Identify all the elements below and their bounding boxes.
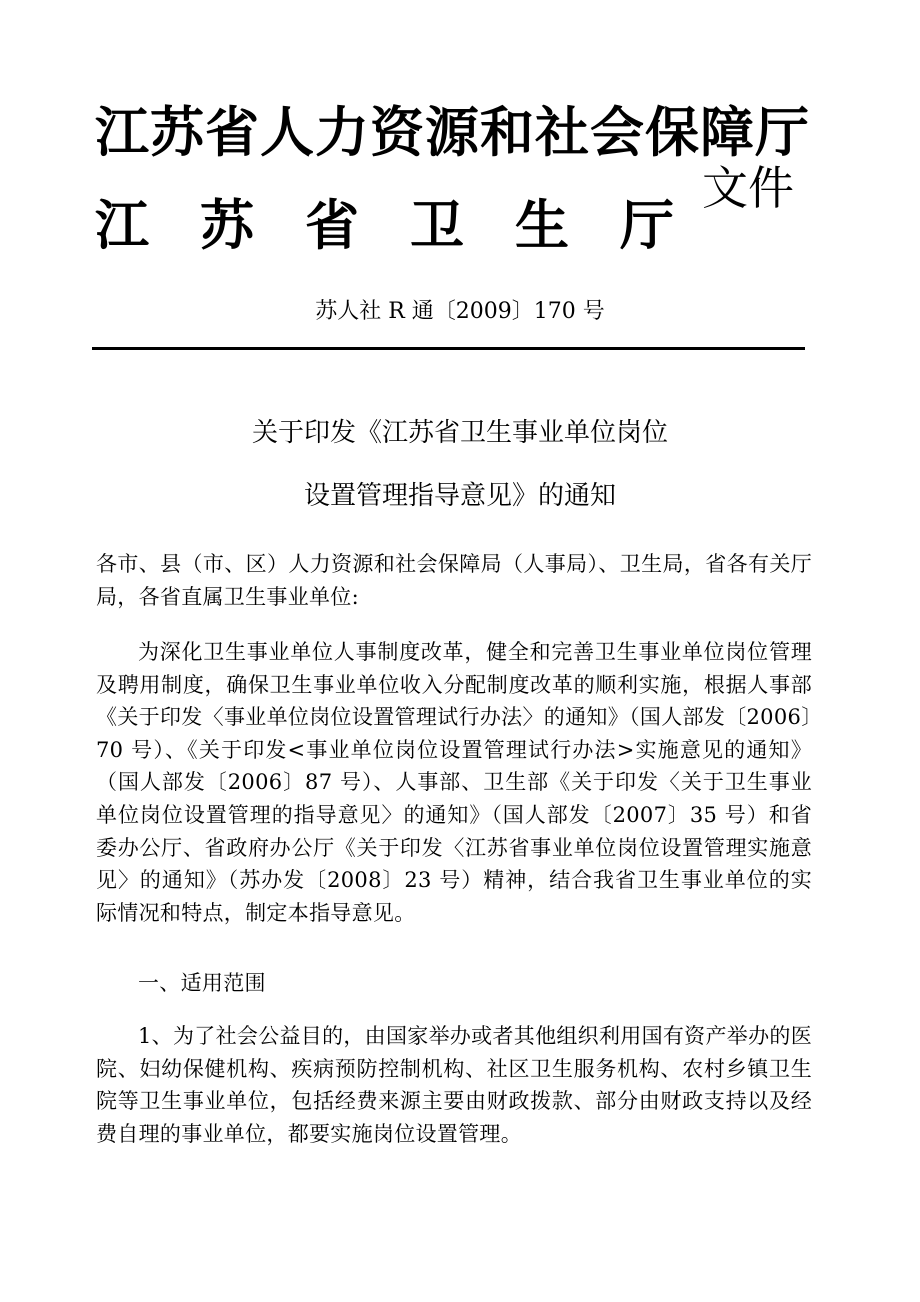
document-title-line-1: 关于印发《江苏省卫生事业单位岗位 <box>251 418 668 448</box>
issuing-org-line-2: 江苏省卫生厅 <box>95 194 725 257</box>
salutation: 各市、县（市、区）人力资源和社会保障局（人事局）、卫生局，省各有关厅局，各省直属卫生事业单位: <box>96 552 812 609</box>
header-divider <box>92 347 805 350</box>
section-item: 1、为了社会公益目的，由国家举办或者其他组织利用国有资产举办的医院、妇幼保健机构、疾病预防控制机构、社区卫生服务机构、农村乡镇卫生院等卫生事业单位，包括经费来源主要由财政拨款、部分由财政支持以及经费自理的事业单位，都要实施岗位设置管理。 <box>96 1024 812 1146</box>
document-number: 苏人社 R 通〔2009〕170 号 <box>315 299 605 324</box>
issuing-org-line-1: 江苏省人力资源和社会保障厅 <box>95 101 810 164</box>
document-title-line-2: 设置管理指导意见》的通知 <box>303 481 616 511</box>
body-paragraph: 为深化卫生事业单位人事制度改革，健全和完善卫生事业单位岗位管理及聘用制度，确保卫生事业单位收入分配制度改革的顺利实施，根据人事部《关于印发〈事业单位岗位设置管理试行办法〉的通知》（国人部发〔2006〕70 号）、《关于印发<事业单位岗位设置管理试行办法>实施意见的通知》（国人部发〔2006〕87 号）、人事部、卫生部《关于印发〈关于卫生事业单位岗位设置管理的指导意见〉的通知》（国人部发〔2007〕35 号）和省委办公厅、省政府办公厅《关于印发〈江苏省事业单位岗位设置管理实施意见〉的通知》（苏办发〔2008〕23 号）精神，结合我省卫生事业单位的实际情况和特点，制定本指导意见。 <box>96 640 812 925</box>
section-heading: 一、适用范围 <box>138 971 266 995</box>
document-suffix: 文件 <box>702 161 794 215</box>
